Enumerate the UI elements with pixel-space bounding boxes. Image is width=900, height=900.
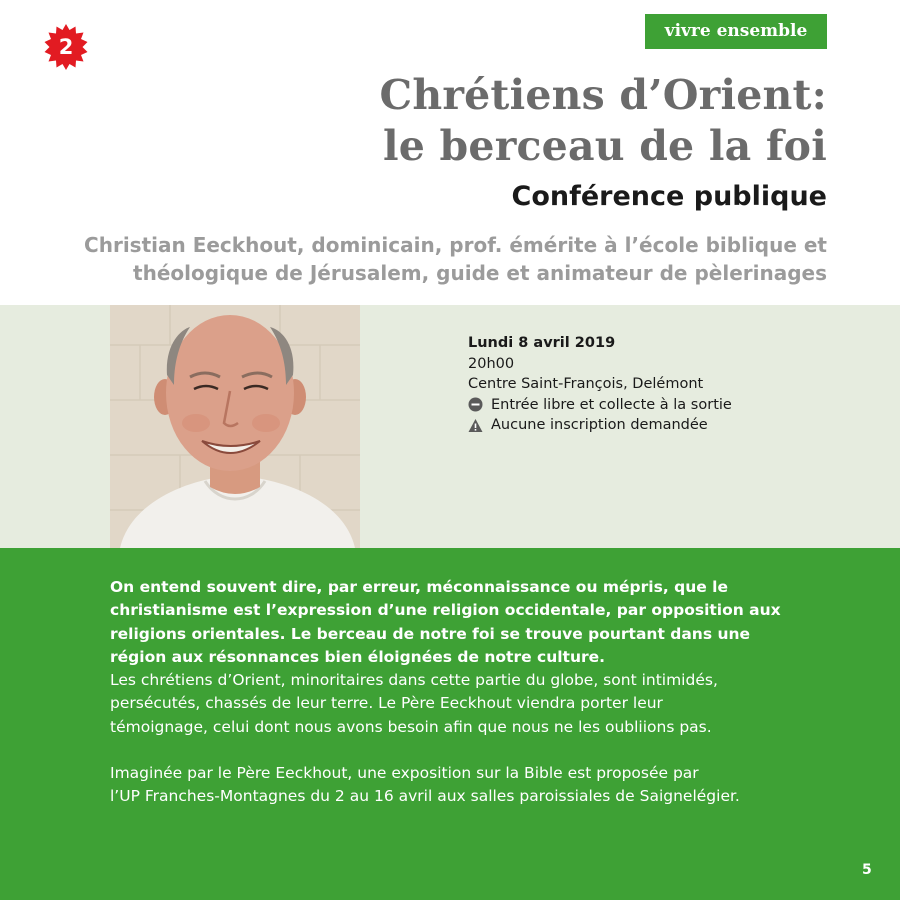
warning-triangle-icon <box>468 418 483 433</box>
speaker-line-2: théologique de Jérusalem, guide et animateur de pèlerinages <box>133 261 827 285</box>
body-line: témoignage, celui dont nous avons besoin afin que nous ne les oubliions pas. <box>110 717 712 736</box>
page-number: 5 <box>862 862 872 878</box>
lead-line: christianisme est l’expression d’une religion occidentale, par opposition aux <box>110 601 781 620</box>
event-location: Centre Saint-François, Delémont <box>468 376 704 392</box>
lead-paragraph <box>110 576 800 669</box>
subtitle: Conférence publique <box>511 181 827 212</box>
lead-line: région aux résonnances bien éloignées de notre culture. <box>110 647 606 666</box>
section-tab: vivre ensemble <box>645 14 827 49</box>
issue-badge <box>43 24 89 70</box>
speaker-line-1: Christian Eeckhout, dominicain, prof. émérite à l’école biblique et <box>84 233 827 257</box>
lead-line: On entend souvent dire, par erreur, méconnaissance ou mépris, que le <box>110 578 728 596</box>
speaker-description <box>84 231 827 287</box>
event-time: 20h00 <box>468 355 515 372</box>
title-line-2: le berceau de la foi <box>383 122 827 170</box>
body-paragraph-2 <box>110 762 800 809</box>
speaker-photo <box>110 305 360 548</box>
registration-info <box>468 415 732 436</box>
event-details <box>468 333 732 436</box>
event-date: Lundi 8 avril 2019 <box>468 335 616 351</box>
article-body <box>110 576 800 809</box>
body-line: l’UP Franches-Montagnes du 2 au 16 avril aux salles paroissiales de Saignelégier. <box>110 787 740 806</box>
body-line: persécutés, chassés de leur terre. Le Père Eeckhout viendra porter leur <box>110 694 663 713</box>
lead-line: religions orientales. Le berceau de notre foi se trouve pourtant dans une <box>110 624 751 643</box>
title-line-1: Chrétiens d’Orient: <box>379 71 827 119</box>
issue-number: 2 <box>58 35 74 59</box>
page-title <box>380 70 828 172</box>
registration-text: Aucune inscription demandée <box>491 417 708 433</box>
entry-text: Entrée libre et collecte à la sortie <box>491 396 732 413</box>
minus-circle-icon <box>468 397 483 412</box>
body-paragraph-1 <box>110 669 800 739</box>
body-line: Imaginée par le Père Eeckhout, une exposition sur la Bible est proposée par <box>110 764 699 783</box>
entry-info <box>468 395 732 416</box>
body-line: Les chrétiens d’Orient, minoritaires dans cette partie du globe, sont intimidés, <box>110 671 718 690</box>
